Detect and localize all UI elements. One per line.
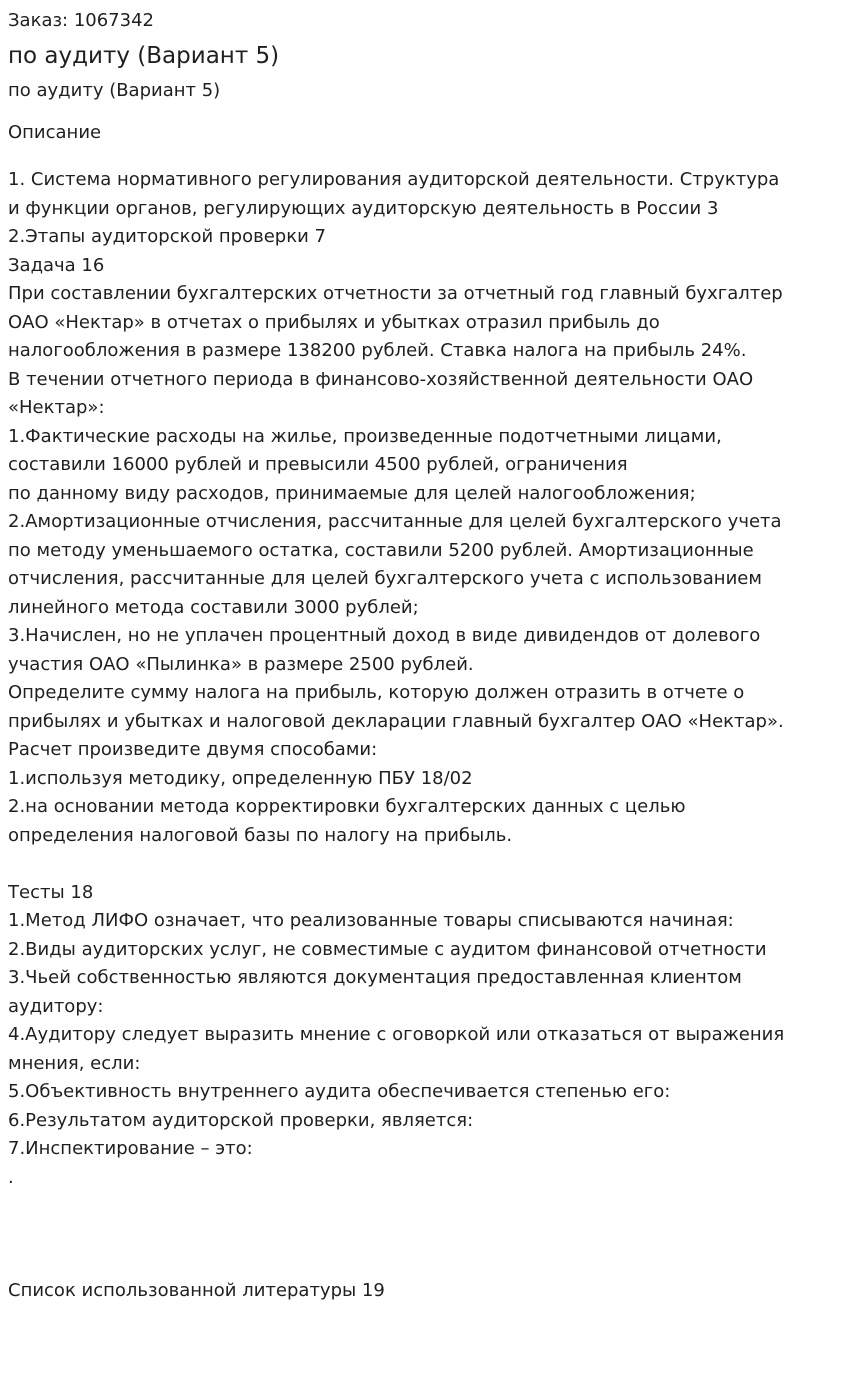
task-question-line: Расчет произведите двумя способами: — [8, 739, 378, 760]
bibliography-item: Список использованной литературы 19 — [8, 1280, 385, 1301]
tests-heading: Тесты 18 — [8, 881, 94, 903]
task-question-line: Определите сумму налога на прибыль, которую должен отразить в отчете о — [8, 682, 745, 703]
task-condition-2-continued: линейного метода составили 3000 рублей; — [8, 596, 419, 618]
task-condition-2-continued: отчисления, рассчитанные для целей бухгалтерского учета с использованием — [8, 568, 762, 589]
task-text-line: В течении отчетного периода в финансово-хозяйственной деятельности ОАО — [8, 368, 754, 390]
page-title: по аудиту (Вариант 5) — [8, 43, 280, 69]
description-body — [8, 166, 839, 1306]
task-question-line: прибылях и убытках и налоговой декларации главный бухгалтер ОАО «Нектар». — [8, 710, 784, 732]
trailing-dot: . — [8, 1166, 14, 1188]
page-subtitle: по аудиту (Вариант 5) — [8, 80, 221, 101]
method-item-2: 2.на основании метода корректировки бухгалтерских данных с целью — [8, 796, 686, 817]
test-question-4: 4.Аудитору следует выразить мнение с оговоркой или отказаться от выражения — [8, 1024, 785, 1045]
blank-line — [8, 850, 839, 879]
test-question-3-continued: аудитору: — [8, 995, 104, 1017]
test-question-4-continued: мнения, если: — [8, 1052, 141, 1074]
contents-item-1-continued: и функции органов, регулирующих аудиторскую деятельность в России 3 — [8, 197, 719, 219]
test-question-1: 1.Метод ЛИФО означает, что реализованные товары списываются начиная: — [8, 910, 734, 931]
contents-item-1: 1. Система нормативного регулирования аудиторской деятельности. Структура — [8, 169, 780, 190]
description-label: Описание — [8, 122, 102, 143]
test-question-7: 7.Инспектирование – это: — [8, 1138, 253, 1159]
task-text-line: налогообложения в размере 138200 рублей. Ставка налога на прибыль 24%. — [8, 340, 747, 361]
task-condition-3-continued: участия ОАО «Пылинка» в размере 2500 рублей. — [8, 653, 474, 675]
task-condition-1-continued: по данному виду расходов, принимаемые для целей налогообложения; — [8, 482, 696, 504]
blank-space — [8, 1192, 839, 1277]
test-question-6: 6.Результатом аудиторской проверки, является: — [8, 1109, 474, 1131]
test-question-2: 2.Виды аудиторских услуг, не совместимые с аудитом финансовой отчетности — [8, 938, 767, 960]
task-condition-3: 3.Начислен, но не уплачен процентный доход в виде дивидендов от долевого — [8, 625, 761, 646]
task-text-line: «Нектар»: — [8, 397, 105, 418]
order-number: Заказ: 1067342 — [8, 10, 154, 31]
method-item-1: 1.используя методику, определенную ПБУ 18/02 — [8, 767, 473, 789]
task-condition-2: 2.Амортизационные отчисления, рассчитанные для целей бухгалтерского учета — [8, 511, 782, 532]
task-condition-1-continued: составили 16000 рублей и превысили 4500 рублей, ограничения — [8, 454, 628, 475]
task-condition-2-continued: по методу уменьшаемого остатка, составили 5200 рублей. Амортизационные — [8, 539, 754, 561]
task-text-line: ОАО «Нектар» в отчетах о прибылях и убытках отразил прибыль до — [8, 311, 660, 333]
method-item-2-continued: определения налоговой базы по налогу на прибыль. — [8, 824, 513, 846]
task-text-line: При составлении бухгалтерских отчетности за отчетный год главный бухгалтер — [8, 283, 783, 304]
test-question-3: 3.Чьей собственностью являются документация предоставленная клиентом — [8, 967, 742, 988]
test-question-5: 5.Объективность внутреннего аудита обеспечивается степенью его: — [8, 1081, 671, 1102]
task-heading: Задача 16 — [8, 254, 105, 276]
contents-item-2: 2.Этапы аудиторской проверки 7 — [8, 226, 326, 247]
task-condition-1: 1.Фактические расходы на жилье, произведенные подотчетными лицами, — [8, 425, 722, 447]
